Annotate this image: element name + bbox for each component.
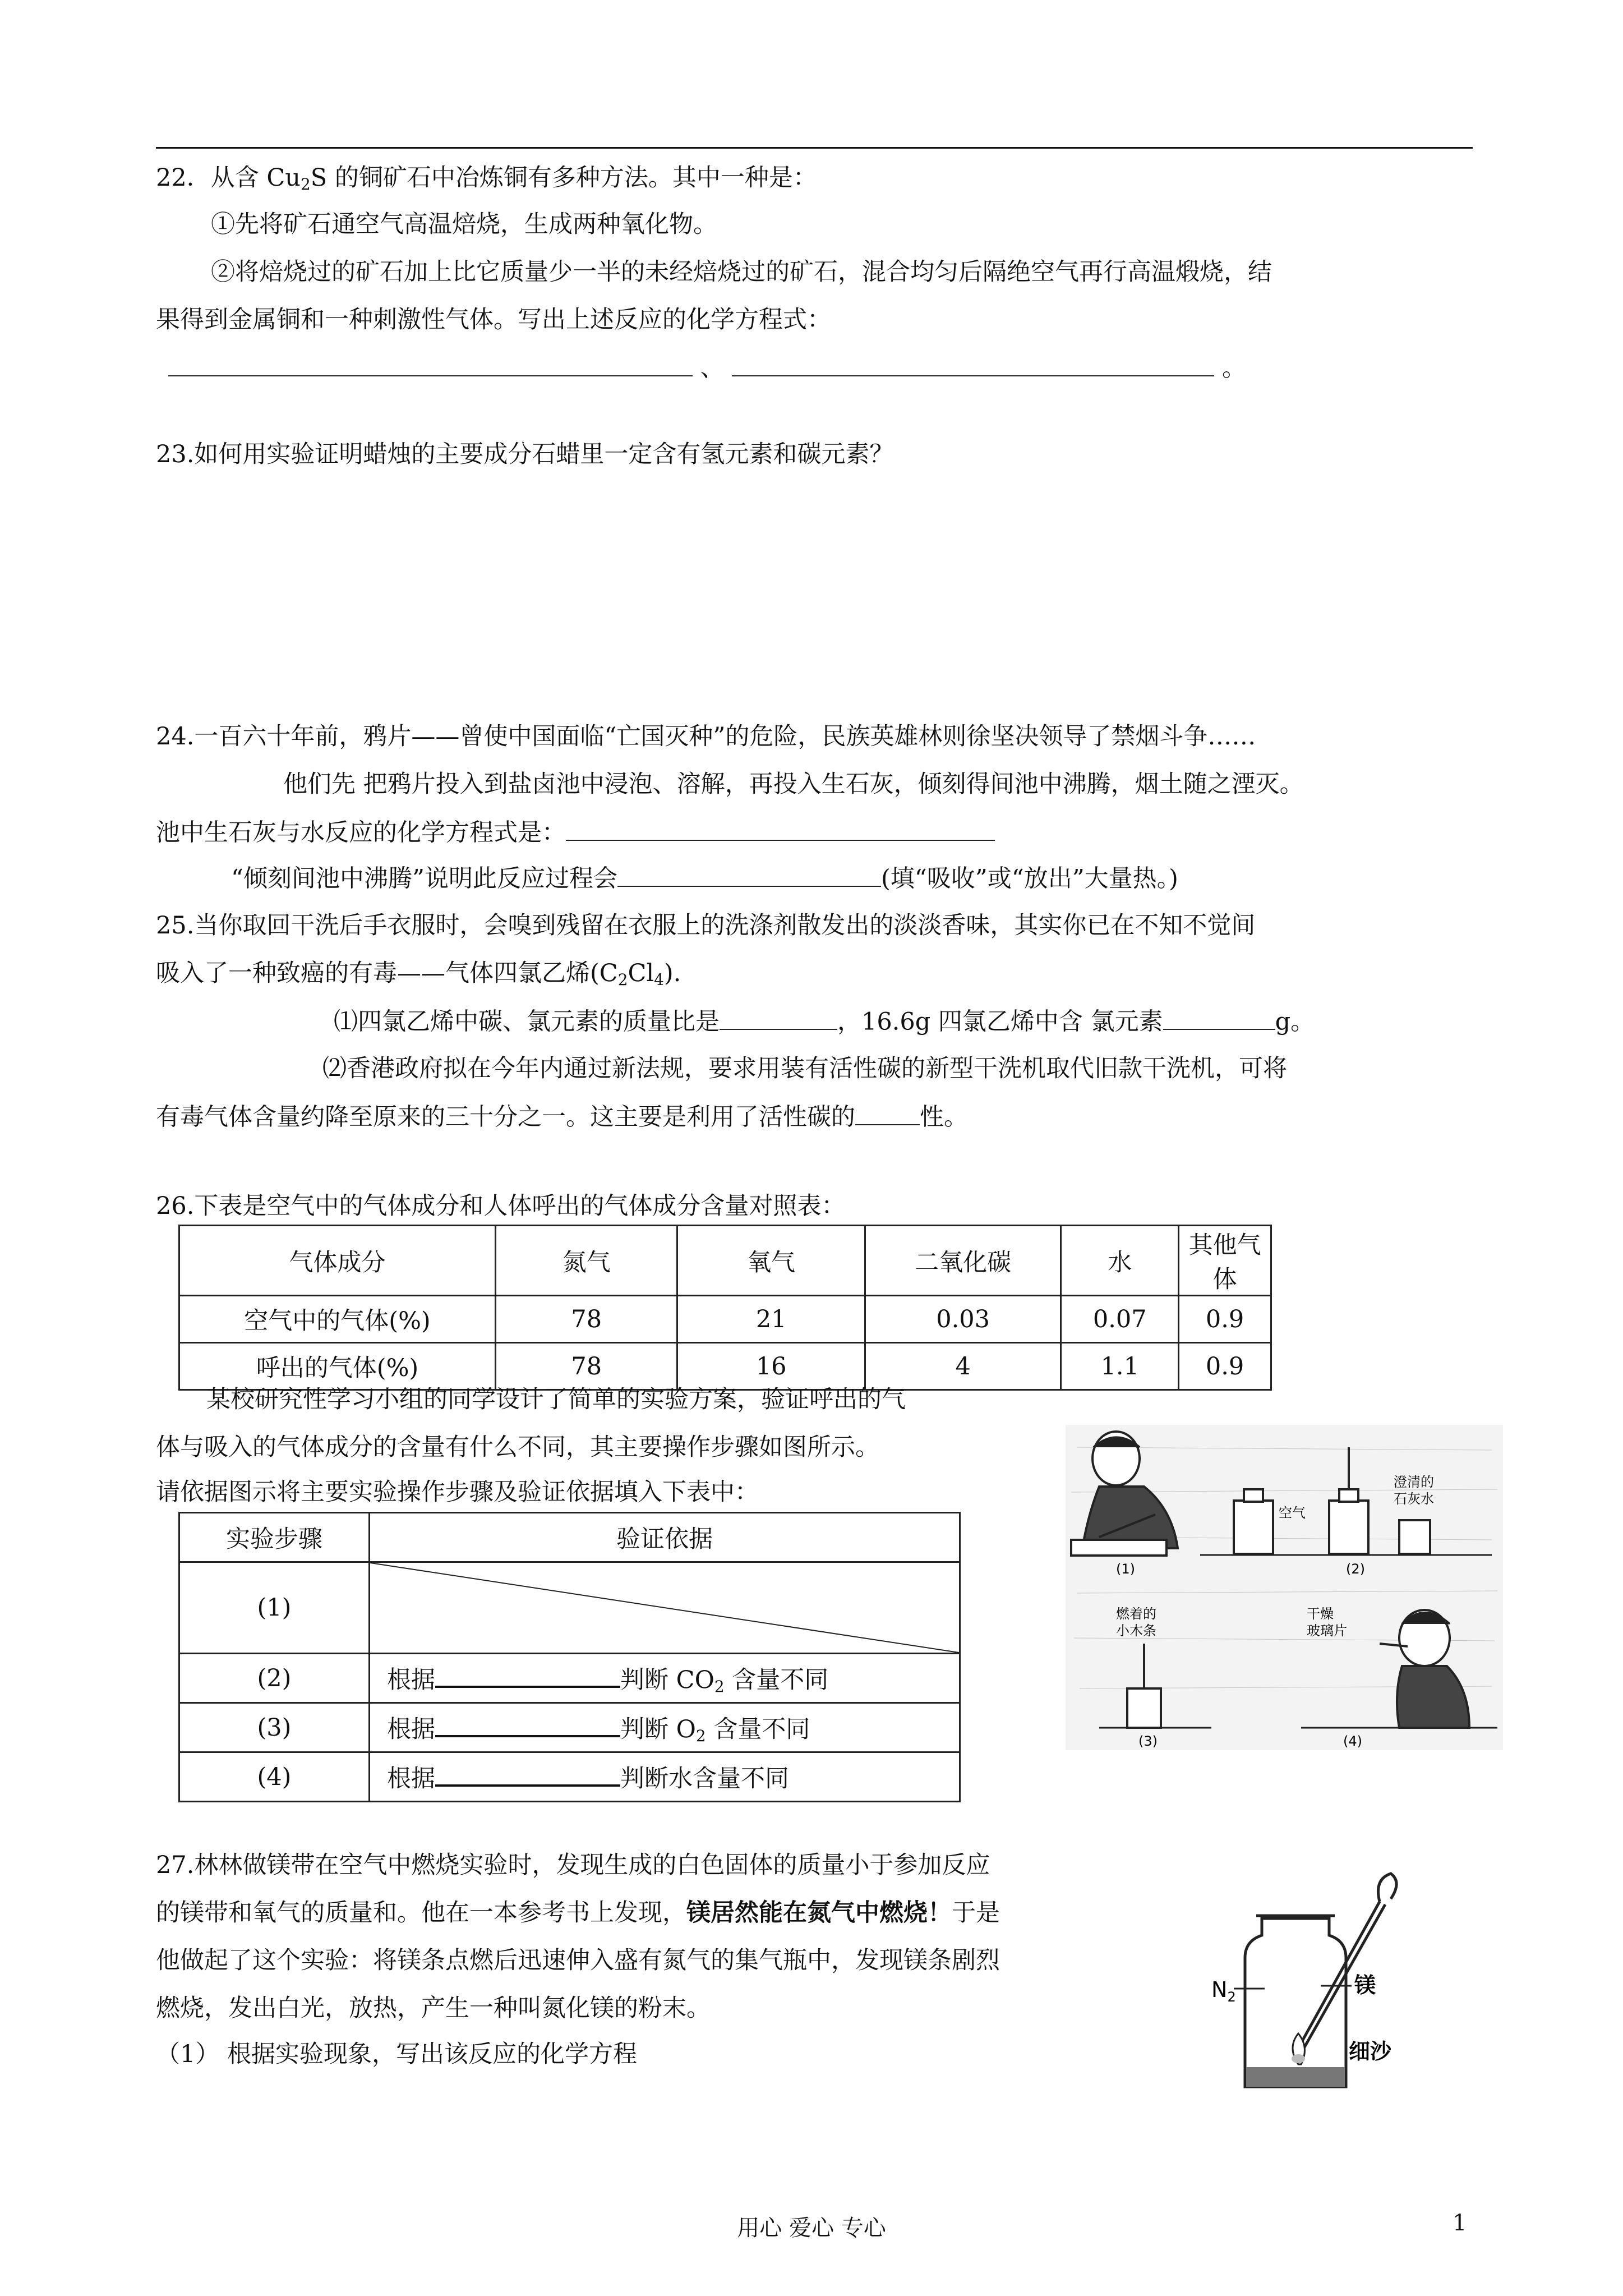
step-cell: (1) bbox=[179, 1562, 370, 1654]
label-step2: (2) bbox=[1346, 1561, 1365, 1577]
table-header-cell: 氮气 bbox=[496, 1226, 677, 1296]
label-step1: (1) bbox=[1116, 1561, 1135, 1577]
q25-part1-unit: g。 bbox=[1275, 1007, 1315, 1036]
q24-line2: 他们先 把鸦片投入到盐卤池中浸泡、溶解，再投入生石灰，倾刻得间池中沸腾，烟土随之湮灭。 bbox=[283, 770, 1304, 798]
q25-part2b-end: 性。 bbox=[920, 1103, 968, 1131]
magnesium-nitrogen-figure bbox=[1211, 1868, 1424, 2104]
step-cell: (3) bbox=[179, 1703, 370, 1752]
table-row bbox=[179, 1343, 1271, 1390]
label-magnesium: 镁 bbox=[1354, 1973, 1376, 1998]
q24-line3-text: 池中生石灰与水反应的化学方程式是： bbox=[156, 818, 566, 847]
label-air: 空气 bbox=[1279, 1505, 1306, 1521]
q27-line2-bold: 镁居然能在氮气中燃烧！ bbox=[686, 1899, 952, 1927]
q25-part2b-text: 有毒气体含量约降至原来的三十分之一。这主要是利用了活性碳的 bbox=[156, 1103, 855, 1131]
table-header-cell: 其他气体 bbox=[1179, 1226, 1271, 1296]
q27-line2-end: 于是 bbox=[952, 1899, 1000, 1927]
q26-intro: 26.下表是空气中的气体成分和人体呼出的气体成分含量对照表： bbox=[156, 1192, 846, 1220]
table-cell: 1.1 bbox=[1061, 1343, 1179, 1390]
table-cell: 21 bbox=[677, 1296, 865, 1343]
basis-prefix: 根据 bbox=[387, 1715, 435, 1743]
gas-composition-table bbox=[178, 1225, 1272, 1391]
basis-blank[interactable] bbox=[435, 1713, 620, 1737]
q26-para3: 请依据图示将主要实验操作步骤及验证依据填入下表中： bbox=[156, 1478, 759, 1506]
table-header-row bbox=[179, 1226, 1271, 1296]
label-limewater: 石灰水 bbox=[1394, 1491, 1434, 1507]
basis-cell bbox=[370, 1752, 960, 1802]
q24-blank-equation[interactable] bbox=[566, 818, 995, 841]
table-cell: 0.07 bbox=[1061, 1296, 1179, 1343]
q25-line1: 25.当你取回干洗后手衣服时，会嗅到残留在衣服上的洗涤剂散发出的淡淡香味，其实你已在不知不觉间 bbox=[156, 912, 1256, 940]
q22-title bbox=[156, 164, 817, 193]
q27-line4: 燃烧，发出白光，放热，产生一种叫氮化镁的粉末。 bbox=[156, 1994, 711, 2022]
table-cell: 4 bbox=[865, 1343, 1061, 1390]
q24-line4-text: “倾刻间池中沸腾”说明此反应过程会 bbox=[231, 864, 617, 893]
q24-line4-hint: (填“吸收”或“放出”大量热。) bbox=[880, 864, 1178, 893]
q25-blank-property[interactable] bbox=[855, 1102, 920, 1125]
table-header-row bbox=[179, 1513, 960, 1562]
basis-blank[interactable] bbox=[435, 1664, 620, 1688]
breath-experiment-figure bbox=[1066, 1425, 1503, 1750]
table-row bbox=[179, 1654, 960, 1703]
label-clear: 澄清的 bbox=[1394, 1474, 1434, 1490]
step-cell: (2) bbox=[179, 1654, 370, 1703]
table-header-cell: 实验步骤 bbox=[179, 1513, 370, 1562]
basis-sub: 2 bbox=[695, 1726, 706, 1745]
basis-judge: 判断水含量不同 bbox=[620, 1765, 789, 1793]
table-cell: 0.9 bbox=[1179, 1343, 1271, 1390]
basis-suffix: 含量不同 bbox=[706, 1715, 810, 1743]
q22-answer-line bbox=[168, 353, 1246, 383]
q25-part1-text: ⑴四氯乙烯中碳、氯元素的质量比是 bbox=[334, 1007, 720, 1036]
q22-separator: 、 bbox=[700, 354, 725, 383]
q25-part1 bbox=[334, 1007, 1315, 1037]
basis-prefix: 根据 bbox=[387, 1765, 435, 1793]
label-step3: (3) bbox=[1138, 1733, 1158, 1749]
basis-cell bbox=[370, 1703, 960, 1752]
step-cell: (4) bbox=[179, 1752, 370, 1802]
table-cell: 78 bbox=[496, 1296, 677, 1343]
table-header-cell: 气体成分 bbox=[179, 1226, 496, 1296]
label-dry: 干燥 bbox=[1307, 1606, 1334, 1622]
table-header-cell: 氧气 bbox=[677, 1226, 865, 1296]
q25-line2 bbox=[156, 959, 681, 988]
diagonal-cell[interactable] bbox=[370, 1562, 960, 1654]
page-footer: 用心 爱心 专心 bbox=[737, 2215, 886, 2241]
q24-line4 bbox=[231, 864, 1178, 894]
q22-blank-2[interactable] bbox=[732, 353, 1214, 376]
q24-line1: 24.一百六十年前，鸦片——曾使中国面临“亡国灭种”的危险，民族英雄林则徐坚决领导了禁烟斗争…… bbox=[156, 723, 1256, 751]
q24-line3 bbox=[156, 818, 995, 848]
q25-part1-text-b: ，16.6g 四氯乙烯中含 氯元素 bbox=[837, 1007, 1163, 1036]
label-burning: 燃着的 bbox=[1116, 1606, 1156, 1622]
q27-line2 bbox=[156, 1899, 1000, 1928]
table-cell: 空气中的气体(%) bbox=[179, 1296, 496, 1343]
q27-line5: （1） 根据实验现象，写出该反应的化学方程 bbox=[156, 2040, 638, 2068]
q22-step2: ②将焙烧过的矿石加上比它质量少一半的未经焙烧过的矿石，混合均匀后隔绝空气再行高温煅烧，结 bbox=[211, 258, 1272, 286]
experiment-table bbox=[178, 1512, 961, 1802]
q27-line2-text: 的镁带和氧气的质量和。他在一本参考书上发现， bbox=[156, 1899, 686, 1927]
q24-blank-heat[interactable] bbox=[617, 864, 881, 887]
label-sand: 细沙 bbox=[1349, 2039, 1392, 2064]
q25-blank-mass[interactable] bbox=[1163, 1007, 1275, 1030]
basis-blank[interactable] bbox=[435, 1763, 620, 1787]
q22-step1: ①先将矿石通空气高温焙烧，生成两种氧化物。 bbox=[211, 210, 717, 238]
label-n: N bbox=[1211, 1977, 1228, 2002]
q25-line2b: Cl bbox=[628, 959, 654, 987]
label-n-sub: 2 bbox=[1227, 1989, 1236, 2005]
q25-blank-ratio[interactable] bbox=[720, 1007, 837, 1030]
q26-para1: 某校研究性学习小组的同学设计了简单的实验方案，验证呼出的气 bbox=[206, 1386, 906, 1414]
label-glass: 玻璃片 bbox=[1307, 1623, 1347, 1639]
diagonal-line bbox=[370, 1563, 959, 1653]
q25-sub2: 4 bbox=[654, 970, 664, 989]
basis-judge: 判断 O bbox=[620, 1715, 696, 1743]
header-rule bbox=[156, 147, 1473, 149]
table-cell: 16 bbox=[677, 1343, 865, 1390]
q26-para2: 体与吸入的气体成分的含量有什么不同，其主要操作步骤如图所示。 bbox=[156, 1433, 879, 1461]
table-row bbox=[179, 1296, 1271, 1343]
q25-sub1: 2 bbox=[617, 970, 628, 989]
table-header-cell: 二氧化碳 bbox=[865, 1226, 1061, 1296]
label-n2 bbox=[1211, 1977, 1236, 2005]
page-number: 1 bbox=[1453, 2210, 1467, 2236]
table-header-cell: 水 bbox=[1061, 1226, 1179, 1296]
basis-prefix: 根据 bbox=[387, 1666, 435, 1694]
q27-line1: 27.林林做镁带在空气中燃烧实验时，发现生成的白色固体的质量小于参加反应 bbox=[156, 1851, 990, 1879]
basis-sub: 2 bbox=[714, 1677, 725, 1696]
basis-cell bbox=[370, 1654, 960, 1703]
table-row bbox=[179, 1703, 960, 1752]
q22-step2b: 果得到金属铜和一种刺激性气体。写出上述反应的化学方程式： bbox=[156, 306, 831, 334]
basis-judge: 判断 CO bbox=[620, 1666, 714, 1694]
q22-blank-1[interactable] bbox=[168, 353, 693, 376]
table-cell: 78 bbox=[496, 1343, 677, 1390]
q25-part2: ⑵香港政府拟在今年内通过新法规，要求用装有活性碳的新型干洗机取代旧款干洗机，可将 bbox=[322, 1055, 1287, 1083]
q22-rest: S 的铜矿石中冶炼铜有多种方法。其中一种是： bbox=[310, 164, 817, 192]
table-row bbox=[179, 1752, 960, 1802]
table-cell: 0.03 bbox=[865, 1296, 1061, 1343]
q22-sub: 2 bbox=[300, 174, 311, 194]
basis-suffix: 含量不同 bbox=[724, 1666, 829, 1694]
q25-line2a: 吸入了一种致癌的有毒——气体四氯乙烯(C bbox=[156, 959, 618, 987]
q22-end: 。 bbox=[1222, 354, 1247, 383]
table-header-cell: 验证依据 bbox=[370, 1513, 960, 1562]
q22-num: 22．从含 Cu bbox=[156, 164, 301, 192]
q25-part2b bbox=[156, 1102, 968, 1132]
q27-line3: 他做起了这个实验：将镁条点燃后迅速伸入盛有氮气的集气瓶中，发现镁条剧烈 bbox=[156, 1947, 1000, 1975]
q25-line2c: ). bbox=[663, 959, 681, 987]
label-stick: 小木条 bbox=[1116, 1623, 1156, 1639]
label-step4: (4) bbox=[1343, 1733, 1362, 1749]
table-cell: 呼出的气体(%) bbox=[179, 1343, 496, 1390]
table-cell: 0.9 bbox=[1179, 1296, 1271, 1343]
q23-text: 23.如何用实验证明蜡烛的主要成分石蜡里一定含有氢元素和碳元素？ bbox=[156, 440, 894, 468]
table-row bbox=[179, 1562, 960, 1654]
